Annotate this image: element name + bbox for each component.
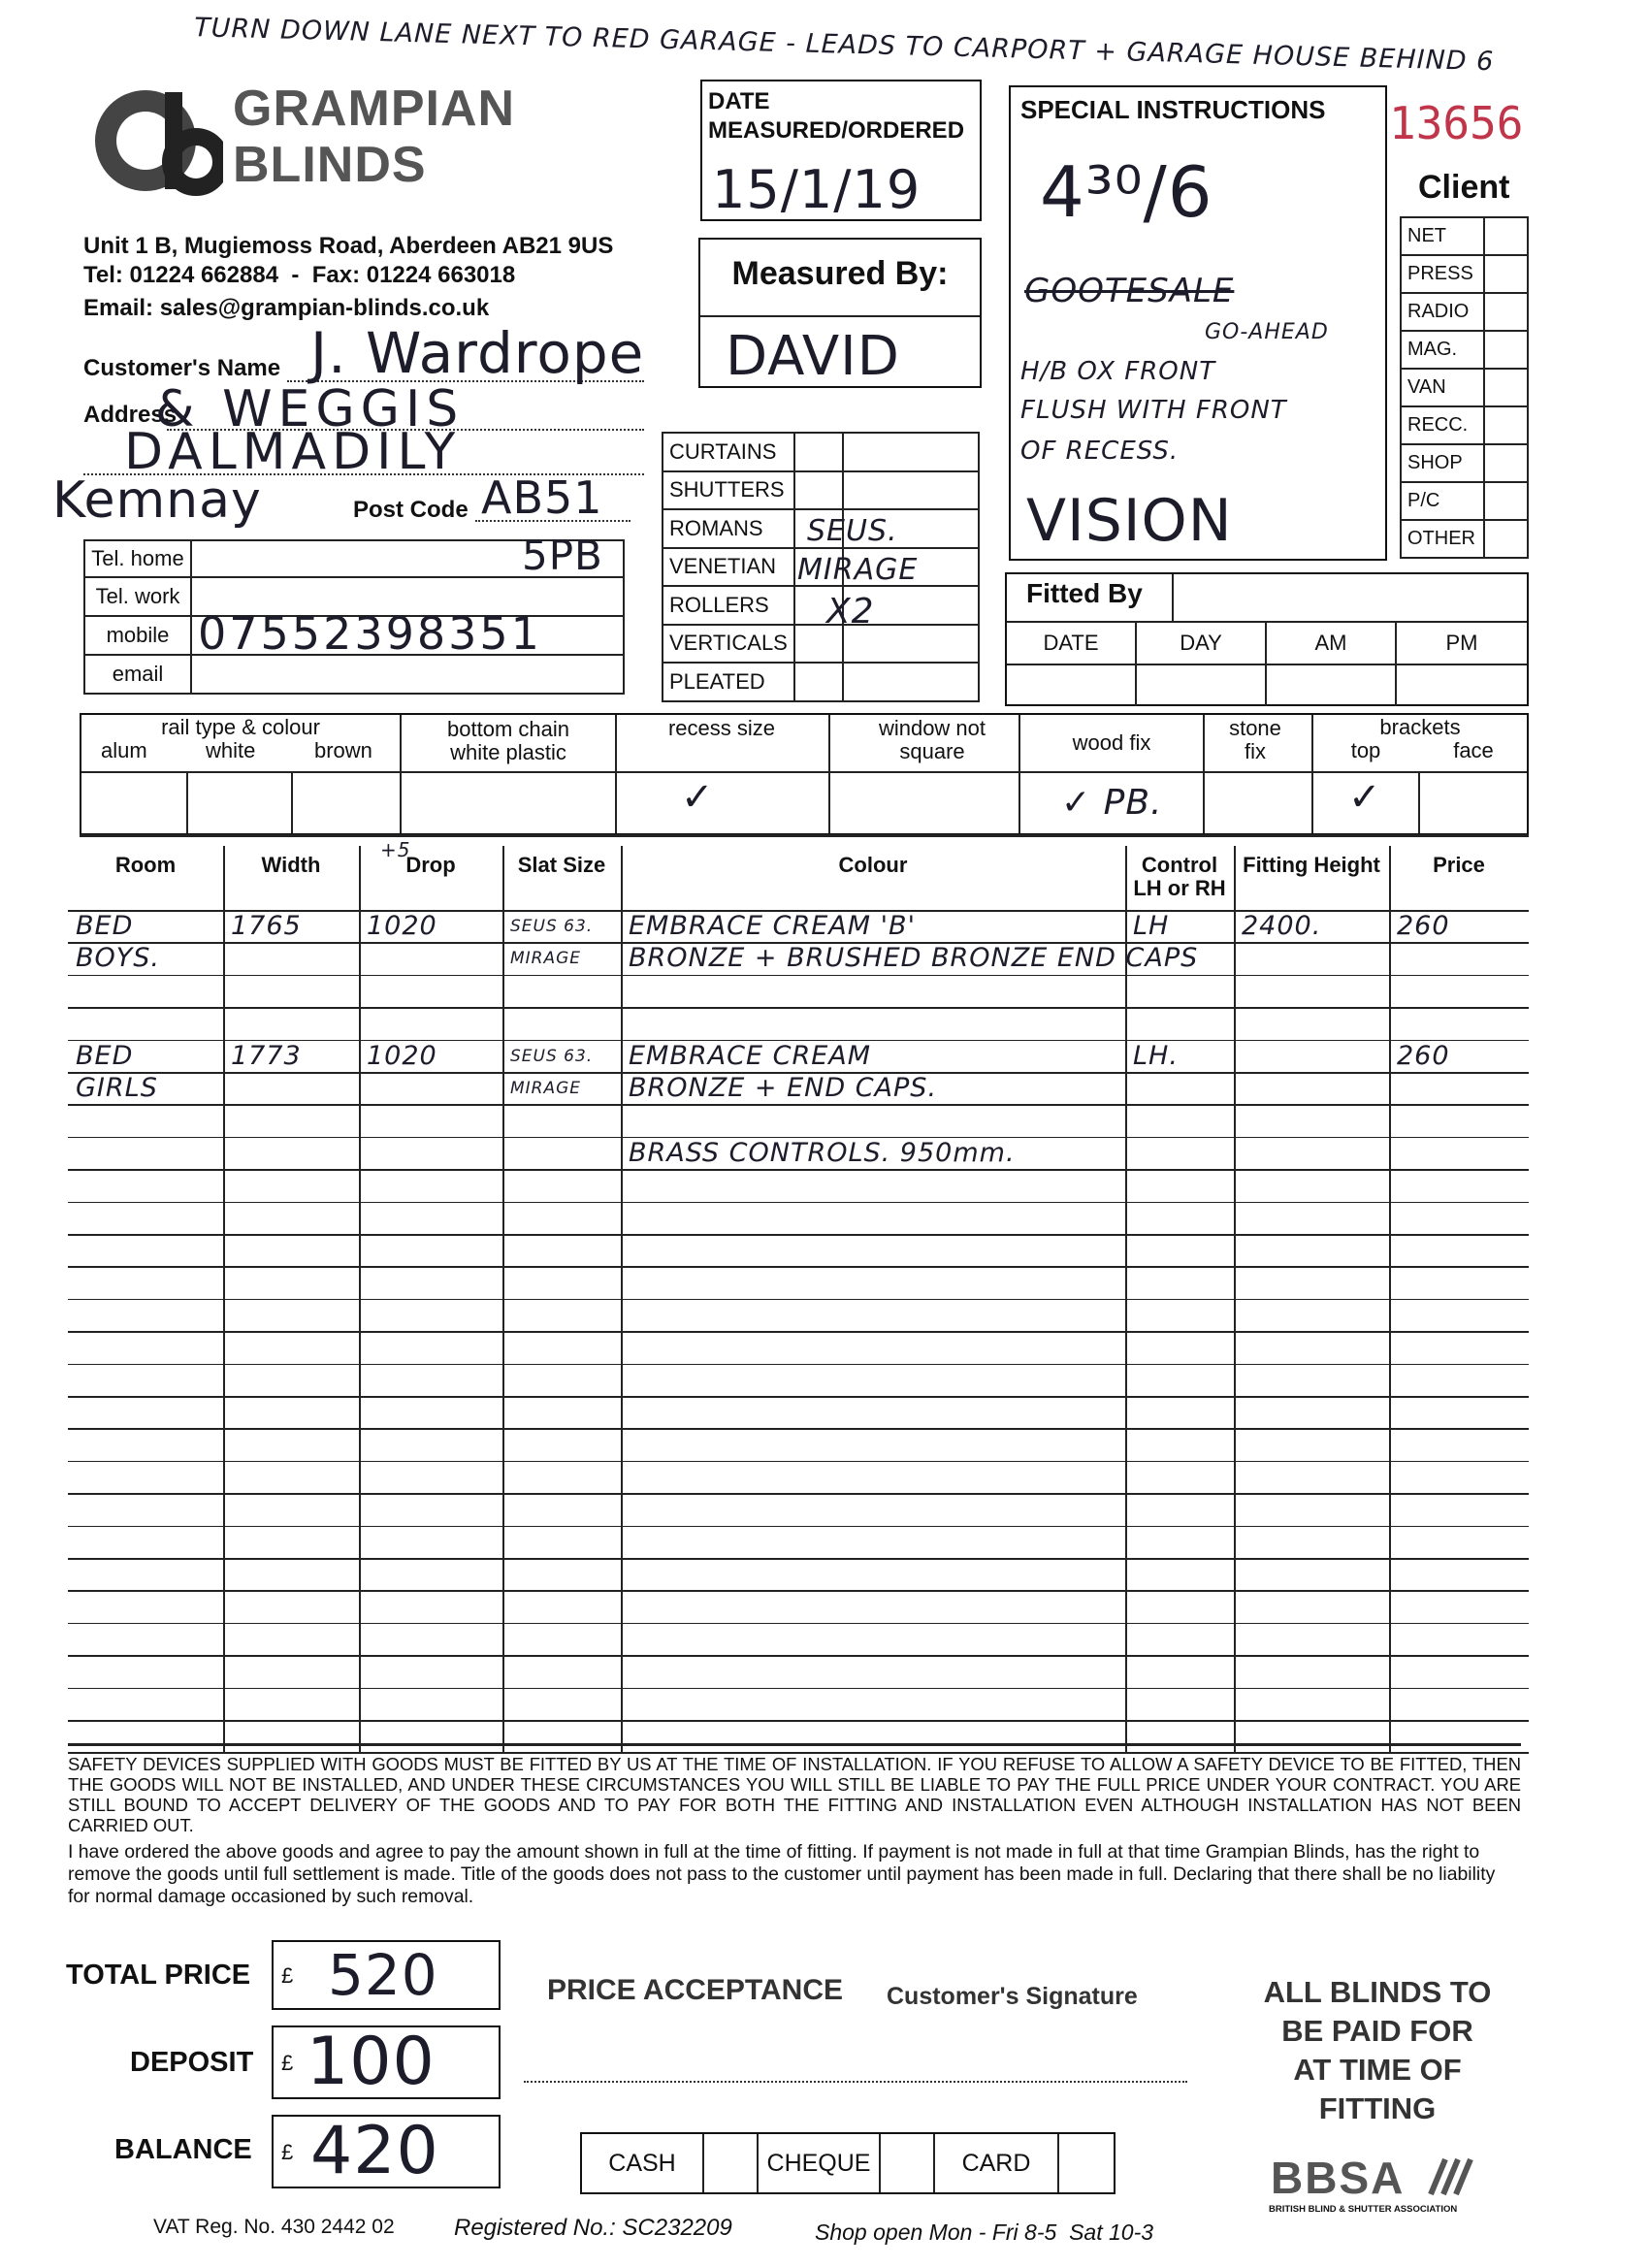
- header-fitting-height: Fitting Height: [1243, 853, 1380, 877]
- mobile-label: mobile: [84, 616, 191, 655]
- window-not-square-label: window not square: [878, 716, 986, 763]
- special-note3: FLUSH WITH FRONT: [1020, 396, 1287, 425]
- header-room: Room: [114, 853, 177, 877]
- item-2-slat: SEUS 63.: [510, 1046, 594, 1066]
- header-width: Width: [261, 853, 321, 877]
- top-check: ✓: [1348, 775, 1382, 820]
- email-label: email: [84, 655, 191, 694]
- special-instructions-label: SPECIAL INSTRUCTIONS: [1020, 95, 1326, 124]
- product-type-3: VENETIAN: [663, 548, 794, 587]
- fitted-am-label: AM: [1314, 631, 1347, 655]
- row-line-24: [68, 1688, 1529, 1690]
- signature-line[interactable]: [524, 2081, 1187, 2083]
- stone-fix-label: stone fix: [1229, 716, 1281, 763]
- client-option-6: SHOP: [1401, 444, 1484, 482]
- drop-note: +5: [380, 838, 411, 861]
- product-type-2: ROMANS: [663, 509, 794, 548]
- tel-home-label: Tel. home: [84, 540, 191, 577]
- product-type-6: PLEATED: [663, 663, 794, 701]
- company-email: Email: sales@grampian-blinds.co.uk: [83, 295, 490, 321]
- product-type-check-1[interactable]: [794, 471, 843, 510]
- payment-methods: [580, 2132, 1116, 2194]
- safety-terms: SAFETY DEVICES SUPPLIED WITH GOODS MUST BE FITTED BY US AT THE TIME OF INSTALLATION. IF YOU REFUSE TO ALLOW A SAFETY DEVICE TO BE FITTED, THEN THE GOODS WILL NOT BE INSTALLED, AND UNDER THESE CIRCUMSTANCES YOU WILL STILL BE LIABLE TO PAY THE FULL PRICE UNDER YOUR CONTRACT. YOU ARE STILL BOUND TO ACCEPT DELIVERY OF THE GOODS AND TO PAY FOR BOTH THE FITTING AND INSTALLATION EVEN ALTHOUGH INSTALLATION HAS NOT BEEN CARRIED OUT.: [68, 1754, 1521, 1835]
- white-plastic-label: white plastic: [450, 740, 566, 764]
- logo-icon: [87, 82, 223, 199]
- company-name-line1: GRAMPIAN: [233, 81, 516, 137]
- client-option-7: P/C: [1401, 482, 1484, 520]
- total-price-value: 520: [328, 1942, 438, 2008]
- product-type-note-6: [843, 663, 979, 701]
- order-number: 13656: [1389, 97, 1524, 149]
- fitted-date-label: DATE: [1043, 631, 1099, 655]
- row-line-12: [68, 1299, 1529, 1301]
- vat-number: VAT Reg. No. 430 2442 02: [153, 2216, 395, 2238]
- product-note-line3: X2: [826, 592, 875, 632]
- white-label: white: [206, 738, 256, 762]
- recess-size-label: recess size: [667, 716, 776, 740]
- total-currency: £: [281, 1963, 294, 1988]
- row-line-21: [68, 1590, 1529, 1592]
- item-2-price: 260: [1397, 1040, 1450, 1071]
- row-line-9: [68, 1202, 1529, 1204]
- special-instructions-box: [1009, 85, 1387, 561]
- balance-value: 420: [310, 2113, 439, 2189]
- special-note4: OF RECESS.: [1020, 437, 1180, 466]
- row-line-6: [68, 1104, 1529, 1106]
- row-line-10: [68, 1234, 1529, 1236]
- product-note-line2: MIRAGE: [797, 553, 919, 587]
- item-2-drop: 1020: [367, 1040, 437, 1071]
- item-0-drop: 1020: [367, 911, 437, 941]
- header-slat-size: Slat Size: [517, 853, 606, 877]
- header-control: Control LH or RH: [1133, 853, 1226, 900]
- deposit-box: [272, 2025, 501, 2099]
- fitted-by-label: Fitted By: [1026, 578, 1143, 608]
- client-checkbox-4[interactable]: [1484, 369, 1528, 406]
- notice-line3: AT TIME OF: [1293, 2053, 1462, 2087]
- item-0-price: 260: [1397, 911, 1450, 941]
- row-line-3: [68, 1007, 1529, 1009]
- row-line-20: [68, 1558, 1529, 1560]
- mobile-value: 07552398351: [198, 607, 542, 660]
- client-checkbox-6[interactable]: [1484, 444, 1528, 482]
- client-checkbox-8[interactable]: [1484, 520, 1528, 558]
- price-acceptance-label: PRICE ACCEPTANCE: [547, 1974, 844, 2006]
- payment-notice: [1232, 1973, 1523, 2128]
- fitted-day-label: DAY: [1180, 631, 1222, 655]
- client-checkbox-3[interactable]: [1484, 331, 1528, 369]
- client-option-8: OTHER: [1401, 520, 1484, 558]
- row-line-13: [68, 1331, 1529, 1333]
- balance-currency: £: [281, 2140, 294, 2164]
- date-value: 15/1/19: [712, 159, 922, 220]
- product-type-0: CURTAINS: [663, 433, 794, 471]
- items-table: [68, 838, 1529, 1738]
- total-price-box: [272, 1940, 501, 2010]
- client-checkbox-0[interactable]: [1484, 217, 1528, 255]
- special-vision: VISION: [1026, 487, 1233, 555]
- cash-label: CASH: [608, 2150, 676, 2177]
- item-0-height: 2400.: [1242, 911, 1322, 941]
- header-colour: Colour: [838, 853, 908, 877]
- header-price: Price: [1433, 853, 1485, 877]
- card-label: CARD: [961, 2150, 1031, 2177]
- postcode2-value: 5PB: [522, 532, 603, 579]
- tel-work-label: Tel. work: [84, 577, 191, 616]
- postcode-value: AB51: [481, 471, 603, 524]
- row-line-23: [68, 1655, 1529, 1657]
- client-checkbox-7[interactable]: [1484, 482, 1528, 520]
- agreement-terms: I have ordered the above goods and agree to pay the amount shown in full at the time of fitting. If payment is not made in full at that time Grampian Blinds, has the right to remove the goods until full settlement is made. Title of the goods does not pass to the customer until payment has been made in full. Declaring that there shall be no liability for normal damage occasioned by such removal.: [68, 1841, 1496, 1907]
- top-label: top: [1350, 738, 1381, 762]
- date-label: DATE MEASURED/ORDERED: [708, 88, 965, 144]
- client-option-5: RECC.: [1401, 406, 1484, 444]
- client-options-table: [1400, 216, 1529, 559]
- brackets-label: brackets: [1379, 715, 1461, 739]
- special-note1: GO-AHEAD: [1205, 320, 1329, 344]
- item-2-room: BED: [76, 1040, 134, 1071]
- item-0-room: BED: [76, 911, 134, 941]
- product-type-5: VERTICALS: [663, 625, 794, 664]
- product-type-note-0: [843, 433, 979, 471]
- item-2-control: LH.: [1133, 1040, 1179, 1071]
- company-tel-fax: Tel: 01224 662884 - Fax: 01224 663018: [83, 262, 516, 288]
- bottom-chain-label: bottom chain: [447, 717, 569, 741]
- item-3-room: GIRLS: [76, 1073, 158, 1103]
- measured-by-label: Measured By:: [731, 255, 949, 292]
- cheque-label: CHEQUE: [766, 2150, 871, 2177]
- client-checkbox-1[interactable]: [1484, 255, 1528, 293]
- measured-by-value: DAVID: [726, 325, 900, 388]
- product-type-check-6[interactable]: [794, 663, 843, 701]
- email-input: [191, 655, 624, 694]
- notice-line4: FITTING: [1318, 2091, 1437, 2125]
- notice-line1: ALL BLINDS TO: [1263, 1975, 1492, 2009]
- header-drop: Drop: [405, 853, 456, 877]
- measured-by-box: [698, 238, 982, 388]
- company-logo: [87, 82, 223, 199]
- client-option-1: PRESS: [1401, 255, 1484, 293]
- face-label: face: [1453, 738, 1494, 762]
- customer-name-value: J. Wardrope: [310, 320, 645, 386]
- rail-type-label: rail type & colour: [161, 715, 320, 739]
- recess-check: ✓: [681, 775, 715, 820]
- phone-table: [83, 532, 625, 695]
- wood-fix-label: wood fix: [1072, 730, 1151, 755]
- client-checkbox-2[interactable]: [1484, 293, 1528, 331]
- postcode-label: Post Code: [353, 497, 469, 523]
- item-1-slat: MIRAGE: [510, 949, 582, 969]
- product-type-note-1: [843, 471, 979, 510]
- item-2-width: 1773: [231, 1040, 302, 1071]
- options-row: [80, 713, 1529, 835]
- row-line-18: [68, 1493, 1529, 1495]
- item-0-width: 1765: [231, 911, 302, 941]
- deposit-label: DEPOSIT: [130, 2047, 254, 2078]
- item-1-room: BOYS.: [76, 943, 160, 974]
- client-option-2: RADIO: [1401, 293, 1484, 331]
- product-type-4: ROLLERS: [663, 586, 794, 625]
- fitted-by-box: [1005, 572, 1529, 706]
- row-line-8: [68, 1169, 1529, 1171]
- client-option-4: VAN: [1401, 369, 1484, 406]
- item-0-slat: SEUS 63.: [510, 917, 594, 936]
- top-handwritten-note: TURN DOWN LANE NEXT TO RED GARAGE - LEADS TO CARPORT + GARAGE HOUSE BEHIND 6: [193, 13, 1495, 78]
- row-line-16: [68, 1428, 1529, 1430]
- row-line-11: [68, 1266, 1529, 1268]
- row-line-14: [68, 1364, 1529, 1366]
- product-note-line1: SEUS.: [807, 514, 898, 548]
- notice-line2: BE PAID FOR: [1281, 2014, 1473, 2048]
- special-crossed: GOOTESALE: [1024, 272, 1235, 310]
- total-price-label: TOTAL PRICE: [66, 1960, 251, 1991]
- shop-hours: Shop open Mon - Fri 8-5 Sat 10-3: [815, 2219, 1154, 2245]
- client-option-3: MAG.: [1401, 331, 1484, 369]
- bbsa-subtitle: BRITISH BLIND & SHUTTER ASSOCIATION: [1269, 2204, 1458, 2215]
- registered-number: Registered No.: SC232209: [454, 2215, 732, 2241]
- item-1-colour: BRONZE + BRUSHED BRONZE END CAPS: [629, 943, 1199, 974]
- client-checkbox-5[interactable]: [1484, 406, 1528, 444]
- item-0-control: LH: [1133, 911, 1170, 941]
- address-line3: Kemnay: [52, 471, 262, 530]
- row-line-2: [68, 975, 1529, 977]
- date-box: [700, 80, 982, 221]
- item-2-colour: EMBRACE CREAM: [629, 1040, 872, 1071]
- customer-name-label: Customer's Name: [83, 355, 281, 381]
- client-label: Client: [1418, 169, 1510, 206]
- special-time: 4³⁰/6: [1040, 151, 1213, 233]
- deposit-value: 100: [307, 2024, 436, 2100]
- row-line-19: [68, 1526, 1529, 1528]
- row-line-17: [68, 1461, 1529, 1463]
- item-3-slat: MIRAGE: [510, 1079, 582, 1098]
- row-line-22: [68, 1623, 1529, 1625]
- company-name-line2: BLINDS: [233, 137, 427, 193]
- row-line-25: [68, 1720, 1529, 1722]
- address-line1: & WEGGIS: [155, 380, 465, 438]
- wood-fix-check: ✓ PB.: [1061, 783, 1163, 823]
- alum-label: alum: [101, 738, 147, 762]
- special-note2: H/B OX FRONT: [1020, 357, 1216, 386]
- bbsa-stripes-icon: [1426, 2157, 1484, 2201]
- item-4-colour: BRASS CONTROLS. 950mm.: [629, 1137, 1016, 1168]
- item-3-colour: BRONZE + END CAPS.: [629, 1073, 938, 1103]
- item-0-colour: EMBRACE CREAM 'B': [629, 911, 916, 941]
- client-option-0: NET: [1401, 217, 1484, 255]
- product-type-check-0[interactable]: [794, 433, 843, 471]
- address-label: Address: [83, 402, 178, 428]
- row-line-15: [68, 1396, 1529, 1398]
- signature-label: Customer's Signature: [887, 1983, 1138, 2010]
- product-type-1: SHUTTERS: [663, 471, 794, 510]
- balance-label: BALANCE: [114, 2134, 252, 2165]
- deposit-currency: £: [281, 2051, 294, 2075]
- address-line2: DALMADILY: [124, 423, 462, 481]
- brown-label: brown: [314, 738, 372, 762]
- fitted-pm-label: PM: [1445, 631, 1478, 655]
- balance-box: [272, 2115, 501, 2188]
- company-address: Unit 1 B, Mugiemoss Road, Aberdeen AB21 9US: [83, 233, 614, 259]
- bbsa-logo: BBSA: [1271, 2153, 1406, 2203]
